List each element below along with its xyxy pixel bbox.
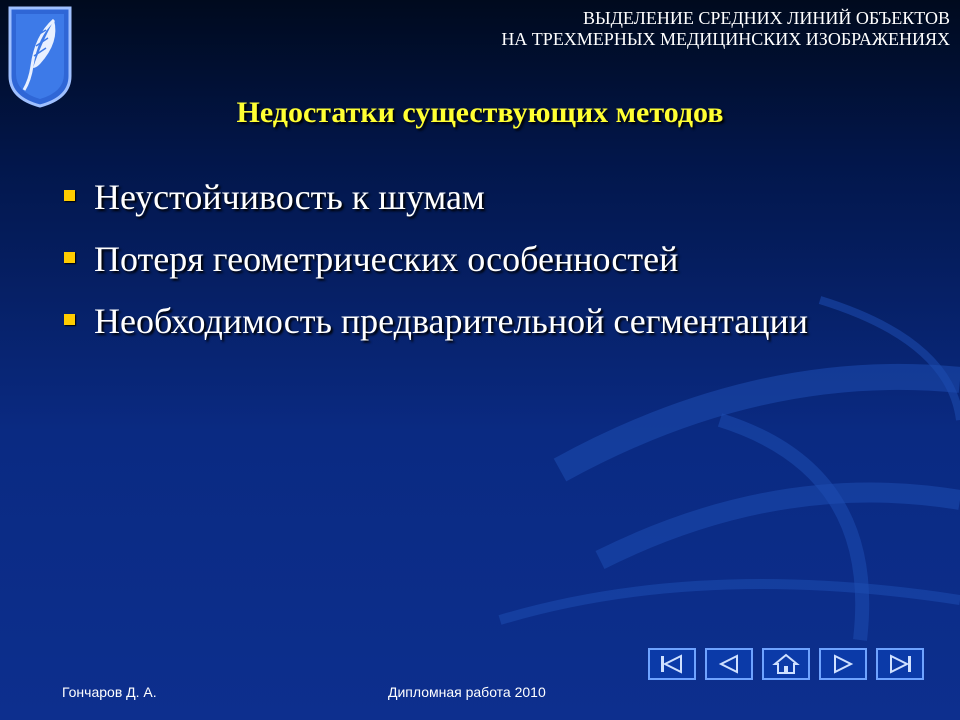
header-title — [501, 8, 950, 50]
bullet-item — [60, 176, 880, 218]
last-slide-icon — [882, 653, 918, 675]
first-slide-button[interactable] — [648, 648, 696, 680]
header-line-1: ВЫДЕЛЕНИЕ СРЕДНИХ ЛИНИЙ ОБЪЕКТОВ — [582, 8, 950, 28]
bullet-square-icon — [64, 252, 75, 263]
bullet-item — [60, 238, 880, 280]
home-button[interactable] — [762, 648, 810, 680]
bullet-text: Потеря геометрических особенностей — [94, 239, 679, 279]
previous-slide-button[interactable] — [705, 648, 753, 680]
previous-slide-icon — [711, 653, 747, 675]
next-slide-icon — [825, 653, 861, 675]
footer-author: Гончаров Д. А. — [62, 684, 157, 700]
bullet-text: Необходимость предварительной сегментации — [94, 301, 809, 341]
university-logo — [6, 6, 74, 110]
bullet-item — [60, 300, 880, 342]
last-slide-button[interactable] — [876, 648, 924, 680]
footer-caption: Дипломная работа 2010 — [388, 684, 546, 700]
home-icon — [768, 653, 804, 675]
header-line-2: НА ТРЕХМЕРНЫХ МЕДИЦИНСКИХ ИЗОБРАЖЕНИЯХ — [501, 29, 950, 49]
bullet-text: Неустойчивость к шумам — [94, 177, 485, 217]
bullet-square-icon — [64, 314, 75, 325]
bullet-square-icon — [64, 190, 75, 201]
next-slide-button[interactable] — [819, 648, 867, 680]
first-slide-icon — [654, 653, 690, 675]
slide-navigation — [648, 648, 924, 680]
bullet-list — [60, 176, 880, 362]
slide-title: Недостатки существующих методов — [236, 96, 724, 129]
